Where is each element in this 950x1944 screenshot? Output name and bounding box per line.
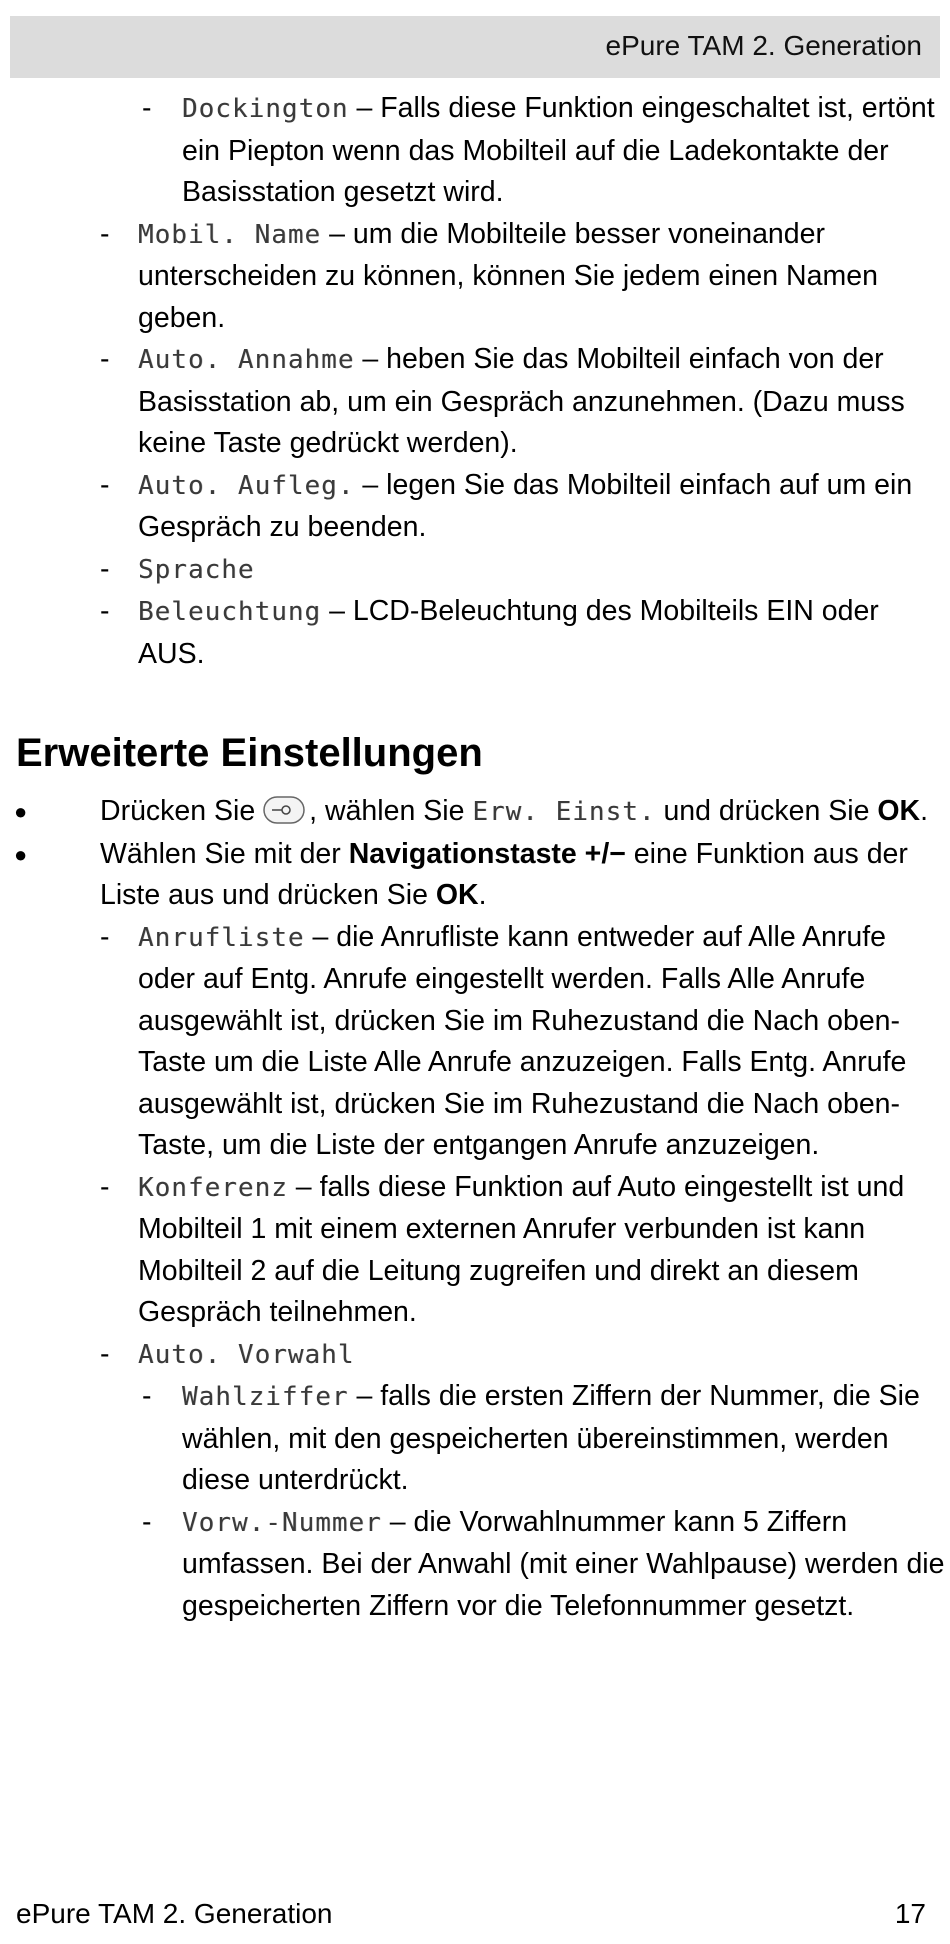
lcd-term: Wahlziffer: [182, 1382, 349, 1412]
bold-text: Navigationstaste +/−: [348, 837, 626, 870]
lcd-term: Anrufliste: [138, 922, 305, 953]
bullet-text: eine Funktion aus der Liste aus und drücken Sie: [100, 837, 908, 911]
item-text: – um die Mobilteile besser voneinander unterscheiden zu können, können Sie jedem einen Namen geben.: [138, 217, 878, 334]
lcd-term: Auto. Annahme: [138, 345, 355, 375]
item-text: – falls die ersten Ziffern der Nummer, die Sie wählen, mit den gespeicherten übereinstimmen, werden diese unterdrückt.: [182, 1380, 920, 1496]
menu-key-icon: [263, 796, 305, 824]
bullet-text: und drücken Sie: [655, 795, 878, 827]
list-item-anrufliste: [0, 917, 950, 1167]
dash: -: [100, 343, 110, 375]
dash: -: [100, 920, 110, 953]
page-header: [10, 16, 940, 78]
bullet-dot: ●: [14, 841, 28, 867]
item-text: – Falls diese Funktion eingeschaltet ist, ertönt ein Piepton wenn das Mobilteil auf die Ladekontakte der Basisstation gesetzt wird.: [182, 92, 935, 208]
bullet-text: Wählen Sie mit der: [100, 837, 349, 870]
list-item-auto-annahme: [0, 339, 950, 465]
page-number: 17: [894, 1898, 926, 1929]
list-item-auto-aufleg: [0, 465, 950, 549]
lcd-term: Auto. Aufleg.: [138, 470, 355, 501]
item-text: – LCD-Beleuchtung des Mobilteils EIN oder AUS.: [138, 595, 879, 670]
bullet-text: Drücken Sie: [100, 795, 264, 827]
bold-text: OK: [435, 879, 479, 911]
list-item-mobil-name: [0, 214, 950, 340]
lcd-term: Beleuchtung: [138, 597, 322, 627]
lcd-term: Konferenz: [138, 1172, 288, 1203]
item-text: – heben Sie das Mobilteil einfach von der Basisstation ab, um ein Gespräch anzunehmen. (Dazu muss keine Taste gedrückt werden).: [138, 343, 905, 459]
item-text: – die Anrufliste kann entweder auf Alle Anrufe oder auf Entg. Anrufe eingestellt werden. Falls Alle Anrufe ausgewählt ist, drücken Sie im Ruhezustand die Nach oben-Taste um die Liste Alle Anrufe anzuzeigen. Falls Entg. Anrufe ausgewählt ist, drücken Sie im Ruhezustand die Nach oben-Taste, um die Liste der entgangen Anrufe anzuzeigen.: [138, 920, 907, 1161]
list-item-wahlziffer: [0, 1376, 950, 1502]
dash: -: [100, 1170, 110, 1203]
bold-text: OK: [877, 795, 921, 827]
bullet-text: .: [920, 795, 929, 827]
lcd-term: Erw. Einst.: [472, 797, 656, 827]
dash: -: [142, 92, 152, 124]
lcd-term: Sprache: [138, 554, 255, 585]
dash: -: [100, 217, 110, 250]
dash: -: [100, 595, 110, 627]
list-item-vorw-nummer: [0, 1502, 950, 1628]
lcd-term: Vorw.-Nummer: [182, 1507, 382, 1538]
list-item-beleuchtung: [0, 591, 950, 675]
dash: -: [100, 1337, 110, 1370]
lcd-term: Auto. Vorwahl: [138, 1339, 355, 1370]
bullet-item-navigation: [0, 834, 950, 917]
header-title: ePure TAM 2. Generation: [605, 30, 922, 61]
dash: -: [100, 552, 110, 585]
item-text: – die Vorwahlnummer kann 5 Ziffern umfassen. Bei der Anwahl (mit einer Wahlpause) werden die gespeicherten Ziffern vor die Telefonnummer gesetzt.: [182, 1505, 945, 1622]
bullet-item-menu: [0, 791, 950, 834]
bullet-dot: ●: [14, 799, 28, 824]
list-item-sprache: [0, 549, 950, 592]
list-item-konferenz: [0, 1167, 950, 1334]
item-text: – legen Sie das Mobilteil einfach auf um ein Gespräch zu beenden.: [138, 468, 913, 543]
dash: -: [142, 1505, 152, 1538]
bullet-text: .: [478, 879, 487, 911]
dash: -: [100, 468, 110, 501]
list-item-auto-vorwahl: [0, 1334, 950, 1377]
item-text: – falls diese Funktion auf Auto eingestellt ist und Mobilteil 1 mit einem externen Anrufer verbunden ist kann Mobilteil 2 auf die Leitung zugreifen und direkt an diesem Gespräch teilnehmen.: [138, 1170, 905, 1328]
footer-title: ePure TAM 2. Generation: [16, 1898, 333, 1929]
list-item-dockington: [0, 88, 950, 214]
bullet-text: , wählen Sie: [309, 795, 473, 827]
page-content: [0, 88, 950, 1627]
lcd-term: Mobil. Name: [138, 219, 322, 250]
section-heading: Erweiterte Einstellungen: [16, 731, 483, 775]
dash: -: [142, 1380, 152, 1412]
lcd-term: Dockington: [182, 94, 349, 124]
